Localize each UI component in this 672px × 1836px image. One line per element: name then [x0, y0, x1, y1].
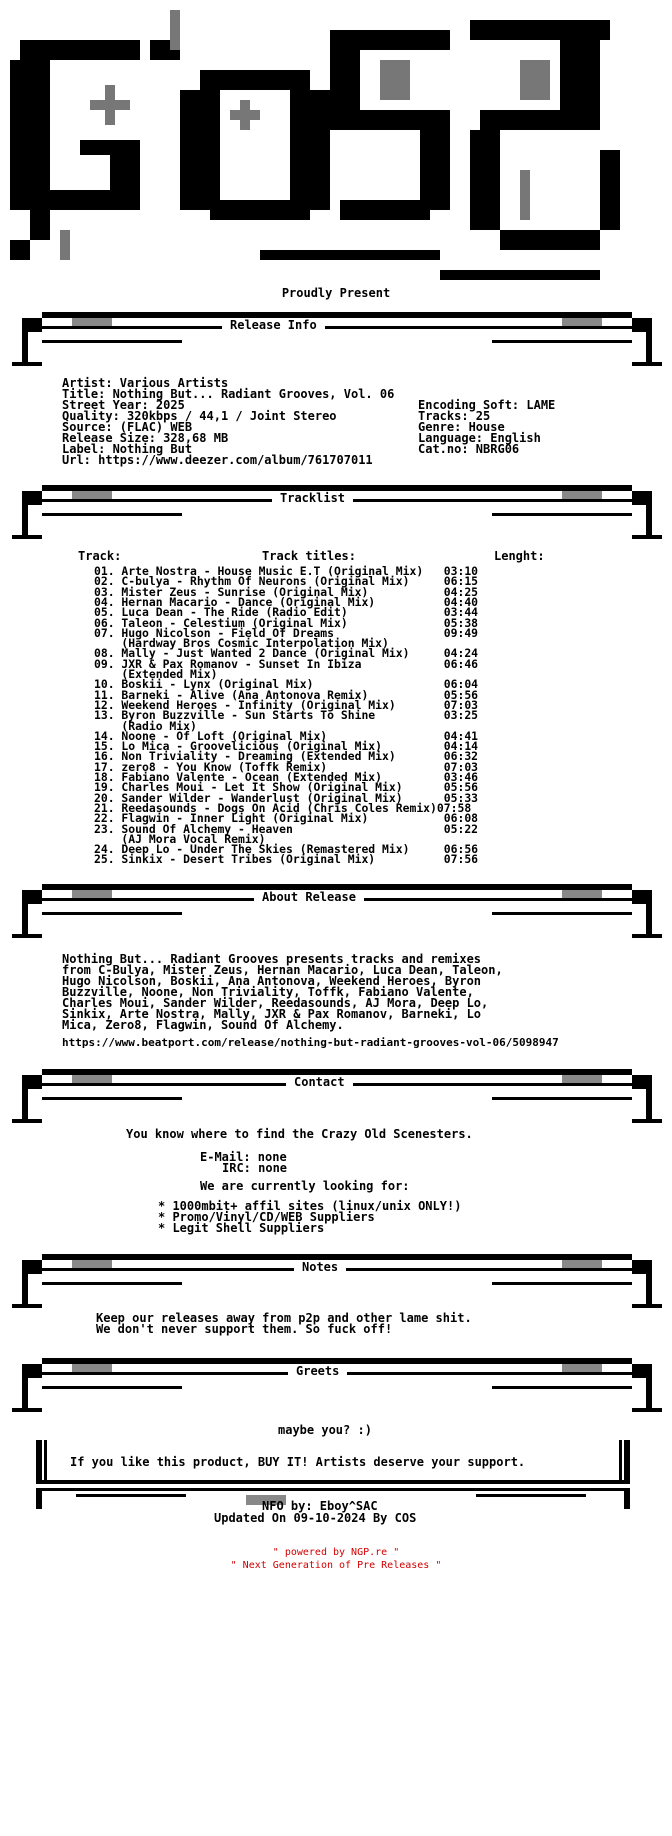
- track-row: 25. Sinkix - Desert Tribes (Original Mix) 07:56: [94, 852, 479, 867]
- language: Language: English: [418, 431, 541, 445]
- notes-heading: Notes: [294, 1260, 346, 1274]
- track-row: (Radio Mix): [94, 718, 197, 733]
- track-row: 17. zero8 - You Know (Toffk Remix) 07:03: [94, 759, 479, 774]
- track-row: 02. C-bulya - Rhythm Of Neurons (Original Mix) 06:15: [94, 574, 479, 589]
- label: Label: Nothing But: [62, 442, 193, 456]
- track-row: 06. Taleon - Celestium (Original Mix) 05:38: [94, 615, 479, 630]
- url: Url: https://www.deezer.com/album/761707011: [62, 453, 373, 467]
- looking-for: We are currently looking for:: [200, 1179, 410, 1193]
- about-line: Hugo Nicolson, Boskii, Ana Antonova, Weekend Heroes, Byron: [62, 974, 482, 988]
- updated-on: Updated On 09-10-2024 By COS: [214, 1511, 417, 1525]
- nfo-by: NFO by: Eboy^SAC: [262, 1499, 378, 1513]
- about-line: Sinkix, Arte Nostra, Mally, JXR & Pax Romanov, Barneki, Lo: [62, 1007, 482, 1021]
- greets-heading: Greets: [288, 1364, 347, 1378]
- track-row: 08. Mally - Just Wanted 2 Dance (Original Mix) 04:24: [94, 646, 479, 661]
- track-row: 16. Non Triviality - Dreaming (Extended Mix) 06:32: [94, 749, 479, 764]
- looking-item-2: * Promo/Vinyl/CD/WEB Suppliers: [158, 1210, 375, 1224]
- contact-intro: You know where to find the Crazy Old Scenesters.: [126, 1127, 473, 1141]
- track-row: (Extended Mix): [94, 667, 218, 681]
- encoding-soft: Encoding Soft: LAME: [418, 398, 556, 412]
- length-header: Lenght:: [494, 549, 545, 563]
- proudly-present: Proudly Present: [281, 286, 391, 300]
- track-row: 22. Flagwin - Inner Light (Original Mix) 06:08: [94, 811, 479, 826]
- notes-line-1: Keep our releases away from p2p and other lame shit.: [96, 1311, 472, 1325]
- buy-it-message: If you like this product, BUY IT! Artists deserve your support.: [70, 1455, 526, 1469]
- track-row: 20. Sander Wilder - Wanderlust (Original Mix) 05:33: [94, 790, 479, 805]
- track-row: 11. Barneki - Alive (Ana Antonova Remix) 05:56: [94, 687, 479, 702]
- release-info-frame: [12, 312, 662, 378]
- powered-by[interactable]: " powered by NGP.re ": [272, 1547, 400, 1558]
- title: Title: Nothing But... Radiant Grooves, Vol. 06: [62, 387, 395, 401]
- tracks-count: Tracks: 25: [418, 409, 491, 423]
- looking-item-3: * Legit Shell Suppliers: [158, 1221, 325, 1235]
- about-heading: About Release: [254, 890, 364, 904]
- track-row: 04. Hernan Macario - Dance (Original Mix) 04:40: [94, 594, 479, 609]
- track-row: 19. Charles Moui - Let It Show (Original Mix) 05:56: [94, 780, 479, 795]
- irc: IRC: none: [222, 1161, 288, 1175]
- tracklist-heading: Tracklist: [272, 491, 353, 505]
- source: Source: (FLAC) WEB: [62, 420, 193, 434]
- greets-maybe: maybe you? :): [278, 1423, 372, 1437]
- titles-header: Track titles:: [262, 549, 356, 563]
- track-row: 05. Luca Dean - The Ride (Radio Edit) 03:44: [94, 605, 479, 620]
- genre: Genre: House: [418, 420, 505, 434]
- track-row: (AJ Mora Vocal Remix): [94, 831, 266, 846]
- track-header: Track:: [78, 549, 122, 563]
- release-size: Release Size: 328,68 MB: [62, 431, 229, 445]
- track-row: 03. Mister Zeus - Sunrise (Original Mix) 04:25: [94, 584, 479, 599]
- about-line: Buzzville, Noone, Non Triviality, Toffk, Fabiano Valente,: [62, 985, 474, 999]
- about-line: Charles Moui, Sander Wilder, Reedasounds, AJ Mora, Deep Lo,: [62, 996, 489, 1010]
- notes-line-2: We don't never support them. So fuck off!: [96, 1322, 393, 1336]
- artist: Artist: Various Artists: [62, 376, 229, 390]
- track-row: 14. Noone - Of Loft (Original Mix) 04:41: [94, 728, 479, 743]
- track-row: 09. JXR & Pax Romanov - Sunset In Ibiza 06:46: [94, 656, 479, 671]
- track-row: 12. Weekend Heroes - Infinity (Original Mix) 07:03: [94, 697, 479, 712]
- contact-heading: Contact: [286, 1075, 353, 1089]
- next-generation: " Next Generation of Pre Releases ": [230, 1560, 442, 1571]
- looking-item-1: * 1000mbit+ affil sites (linux/unix ONLY!): [158, 1199, 462, 1213]
- track-row: 15. Lo Mica - Groovelicious (Original Mix) 04:14: [94, 739, 479, 754]
- track-row: 18. Fabiano Valente - Ocean (Extended Mix) 03:46: [94, 770, 479, 784]
- track-row: 23. Sound Of Alchemy - Heaven 05:22: [94, 821, 479, 836]
- track-row: 24. Deep Lo - Under The Skies (Remastered Mix) 06:56: [94, 842, 479, 857]
- about-line: Mica, Zero8, Flagwin, Sound Of Alchemy.: [62, 1018, 344, 1032]
- email: E-Mail: none: [200, 1150, 287, 1164]
- track-row: 21. Reedasounds - Dogs On Acid (Chris Coles Remix)07:58: [94, 800, 472, 815]
- quality: Quality: 320kbps / 44,1 / Joint Stereo: [62, 409, 337, 423]
- beatport-link[interactable]: https://www.beatport.com/release/nothing-but-radiant-grooves-vol-06/5098947: [62, 1036, 559, 1049]
- track-row: (Hardway Bros Cosmic Interpolation Mix): [94, 636, 389, 651]
- track-row: 13. Byron Buzzville - Sun Starts To Shine 03:25: [94, 708, 479, 723]
- cat-no: Cat.no: NBRG06: [418, 442, 520, 456]
- release-info-heading: Release Info: [222, 318, 325, 332]
- track-row: 10. Boskii - Lynx (Original Mix) 06:04: [94, 677, 479, 692]
- about-line: Nothing But... Radiant Grooves presents tracks and remixes: [62, 952, 482, 966]
- about-line: from C-Bulya, Mister Zeus, Hernan Macario, Luca Dean, Taleon,: [62, 963, 503, 977]
- street-year: Street Year: 2025: [62, 398, 185, 412]
- track-row: 01. Arte Nostra - House Music E.T (Original Mix) 03:10: [94, 564, 479, 578]
- track-row: 07. Hugo Nicolson - Field Of Dreams 09:49: [94, 625, 479, 640]
